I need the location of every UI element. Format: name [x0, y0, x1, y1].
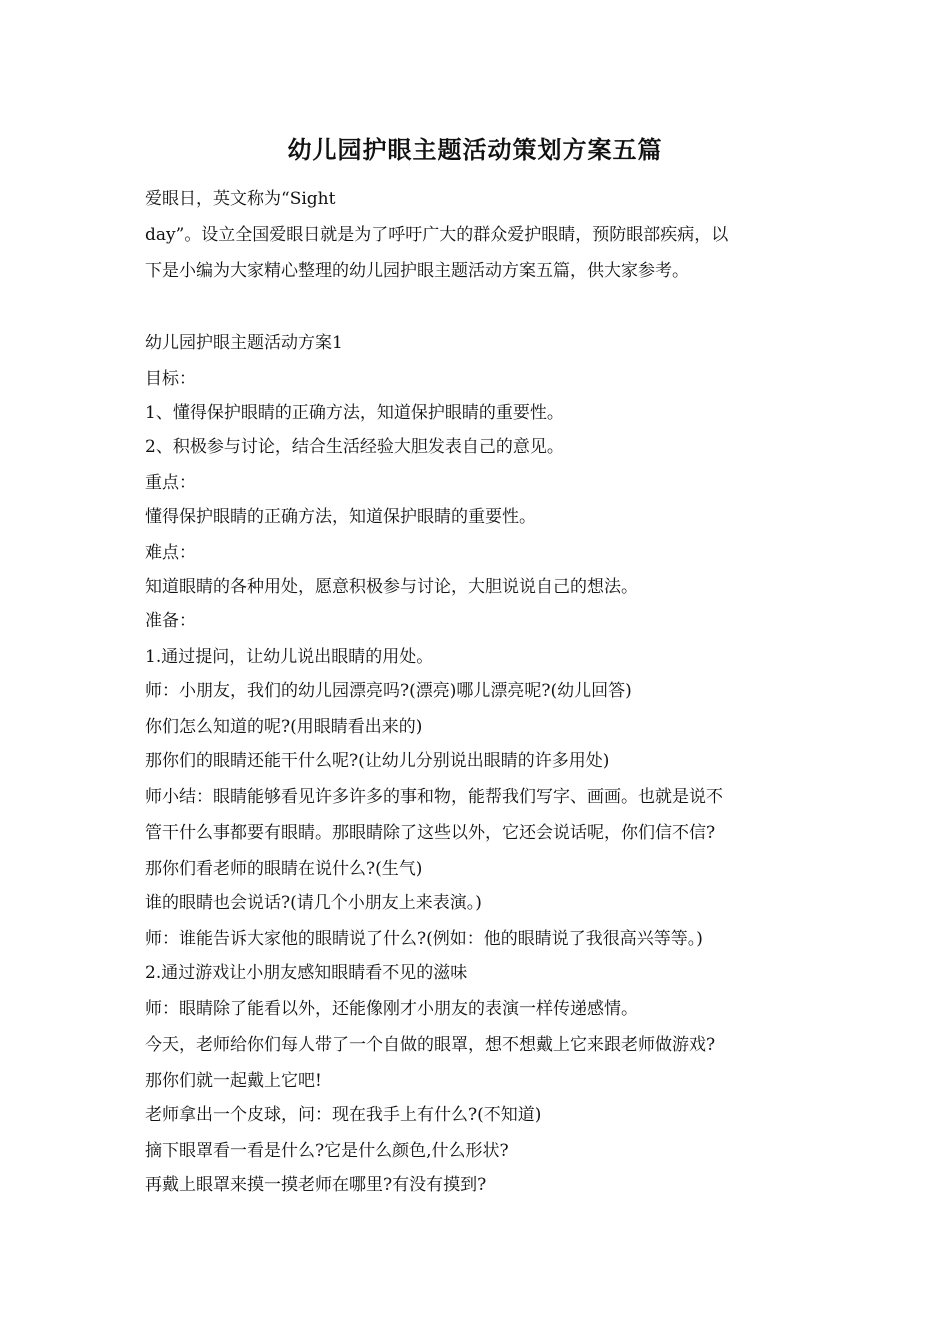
paragraph-line: 目标： [145, 369, 196, 389]
paragraph-line: 师：小朋友，我们的幼儿园漂亮吗?(漂亮)哪儿漂亮呢?(幼儿回答) [145, 681, 632, 701]
paragraph-line: 谁的眼睛也会说话?(请几个小朋友上来表演。) [145, 893, 482, 913]
paragraph-line: 老师拿出一个皮球，问：现在我手上有什么?(不知道) [145, 1105, 542, 1125]
paragraph-line: 师小结：眼睛能够看见许多许多的事和物，能帮我们写字、画画。也就是说不 [145, 787, 723, 807]
paragraph-line: 难点： [145, 543, 196, 563]
paragraph-line: 师：眼睛除了能看以外，还能像刚才小朋友的表演一样传递感情。 [145, 999, 638, 1019]
paragraph-line: 那你们就一起戴上它吧! [145, 1071, 322, 1091]
paragraph-line: 摘下眼罩看一看是什么?它是什么颜色,什么形状? [145, 1141, 509, 1161]
paragraph-line: 2、积极参与讨论，结合生活经验大胆发表自己的意见。 [145, 437, 564, 457]
paragraph-line: 准备： [145, 611, 196, 631]
paragraph-line: 你们怎么知道的呢?(用眼睛看出来的) [145, 717, 423, 737]
section-heading: 幼儿园护眼主题活动方案1 [145, 333, 343, 353]
paragraph-line: 1、懂得保护眼睛的正确方法，知道保护眼睛的重要性。 [145, 403, 564, 423]
document-title: 幼儿园护眼主题活动策划方案五篇 [287, 135, 663, 164]
paragraph-line: 重点： [145, 473, 196, 493]
paragraph-line: 懂得保护眼睛的正确方法，知道保护眼睛的重要性。 [145, 507, 536, 527]
paragraph-line: 知道眼睛的各种用处，愿意积极参与讨论，大胆说说自己的想法。 [145, 577, 638, 597]
paragraph-line: 1.通过提问，让幼儿说出眼睛的用处。 [145, 647, 434, 667]
paragraph-line: day”。设立全国爱眼日就是为了呼吁广大的群众爱护眼睛，预防眼部疾病，以 [145, 225, 729, 245]
paragraph-line: 师：谁能告诉大家他的眼睛说了什么?(例如：他的眼睛说了我很高兴等等。) [145, 929, 703, 949]
paragraph-line: 今天，老师给你们每人带了一个自做的眼罩，想不想戴上它来跟老师做游戏? [145, 1035, 716, 1055]
paragraph-line: 那你们的眼睛还能干什么呢?(让幼儿分别说出眼睛的许多用处) [145, 751, 610, 771]
paragraph-line: 管干什么事都要有眼睛。那眼睛除了这些以外，它还会说话呢，你们信不信? [145, 823, 716, 843]
paragraph-line: 再戴上眼罩来摸一摸老师在哪里?有没有摸到? [145, 1175, 487, 1195]
paragraph-line: 下是小编为大家精心整理的幼儿园护眼主题活动方案五篇，供大家参考。 [145, 261, 689, 281]
paragraph-line: 那你们看老师的眼睛在说什么?(生气) [145, 859, 423, 879]
paragraph-line: 2.通过游戏让小朋友感知眼睛看不见的滋味 [145, 963, 468, 983]
paragraph-line: 爱眼日，英文称为“Sight [145, 189, 336, 209]
